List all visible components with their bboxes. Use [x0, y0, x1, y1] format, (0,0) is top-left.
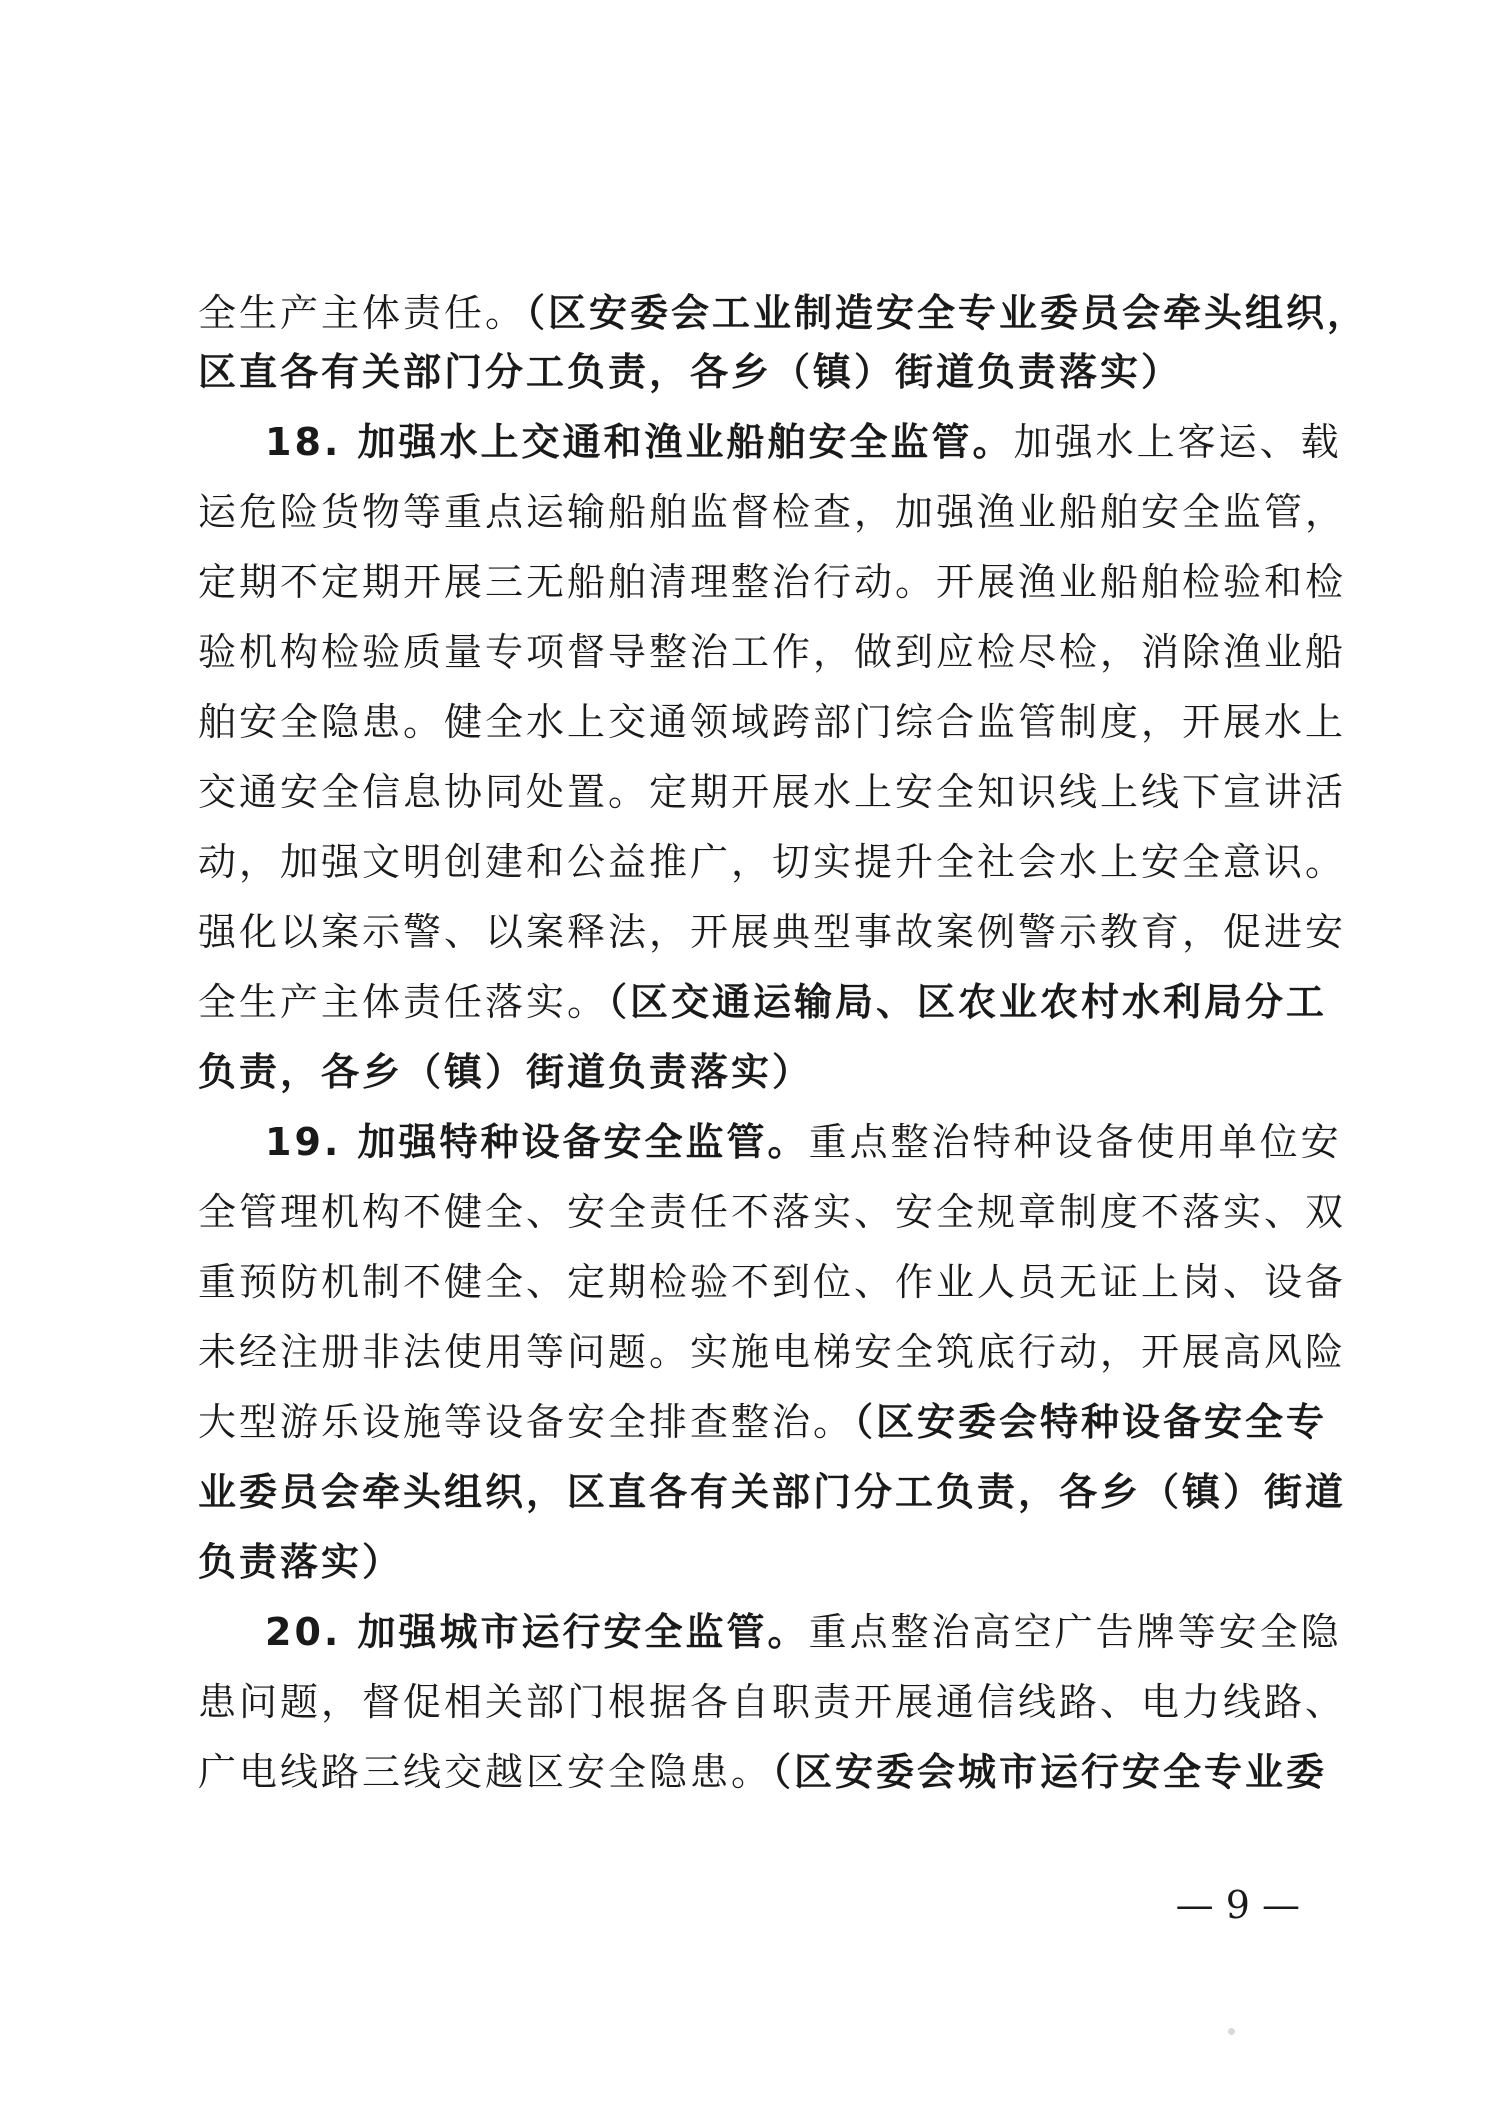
text-segment: 患问题，督促相关部门根据各自职责开展通信线路、电力线路、	[198, 1680, 1347, 1724]
text-segment: 广电线路三线交越区安全隐患。	[198, 1750, 773, 1794]
text-segment: 定期不定期开展三无船舶清理整治行动。开展渔业船舶检验和检	[198, 560, 1347, 604]
text-line	[198, 1037, 1298, 1107]
text-line	[198, 1667, 1347, 1737]
scan-speck	[1228, 2028, 1235, 2035]
text-line	[265, 407, 1342, 477]
text-segment: 交通安全信息协同处置。定期开展水上安全知识线上线下宣讲活	[198, 770, 1347, 814]
page-number: — 9 —	[1175, 1883, 1300, 1927]
text-line	[198, 1387, 1328, 1457]
text-line	[198, 1317, 1347, 1387]
text-line	[198, 967, 1328, 1037]
text-segment: 重点整治高空广告牌等安全隐	[808, 1610, 1342, 1654]
text-line	[198, 687, 1347, 757]
text-line	[198, 477, 1347, 547]
text-line	[198, 897, 1347, 967]
bold-text-segment: （区安委会城市运行安全专业委	[772, 1750, 1328, 1794]
text-segment: 动，加强文明创建和公益推广，切实提升全社会水上安全意识。	[198, 840, 1347, 884]
text-segment: 重预防机制不健全、定期检验不到位、作业人员无证上岗、设备	[198, 1260, 1347, 1304]
text-segment: 舶安全隐患。健全水上交通领域跨部门综合监管制度，开展水上	[198, 700, 1347, 744]
bold-text-segment: 19. 加强特种设备安全监管。	[265, 1120, 809, 1164]
bold-text-segment: （区交通运输局、区农业农村水利局分工	[608, 980, 1328, 1024]
bold-text-segment: 18. 加强水上交通和渔业船舶安全监管。	[265, 420, 1014, 464]
text-line	[198, 337, 1298, 407]
text-line	[198, 827, 1347, 897]
bold-text-segment: 20. 加强城市运行安全监管。	[265, 1610, 809, 1654]
text-line	[265, 1107, 1342, 1177]
text-segment: 加强水上客运、载	[1013, 420, 1342, 464]
bold-text-segment: （区安委会特种设备安全专	[854, 1400, 1328, 1444]
text-segment: 强化以案示警、以案释法，开展典型事故案例警示教育，促进安	[198, 910, 1347, 954]
bold-text-segment: 区直各有关部门分工负责，各乡（镇）街道负责落实）	[198, 350, 1183, 394]
bold-text-segment: 业委员会牵头组织，区直各有关部门分工负责，各乡（镇）街道	[198, 1470, 1347, 1514]
text-line	[198, 1247, 1347, 1317]
text-segment: 全生产主体责任落实。	[198, 980, 609, 1024]
bold-text-segment: 负责落实）	[198, 1540, 404, 1584]
text-line	[265, 1597, 1342, 1667]
text-segment: 全生产主体责任。	[198, 291, 527, 335]
text-segment: 未经注册非法使用等问题。实施电梯安全筑底行动，开展高风险	[198, 1330, 1347, 1374]
text-line	[198, 1737, 1328, 1807]
text-line	[198, 1177, 1347, 1247]
bold-text-segment: 负责，各乡（镇）街道负责落实）	[198, 1050, 814, 1094]
bold-text-segment: （区安委会工业制造安全专业委员会牵头组织，	[526, 291, 1369, 335]
text-segment: 重点整治特种设备使用单位安	[808, 1120, 1342, 1164]
text-line	[198, 1527, 1298, 1597]
text-line	[198, 547, 1347, 617]
text-segment: 大型游乐设施等设备安全排查整治。	[198, 1400, 855, 1444]
text-segment: 全管理机构不健全、安全责任不落实、安全规章制度不落实、双	[198, 1190, 1347, 1234]
text-line	[198, 1457, 1347, 1527]
text-line	[198, 617, 1347, 687]
text-segment: 运危险货物等重点运输船舶监督检查，加强渔业船舶安全监管，	[198, 490, 1347, 534]
text-line	[198, 757, 1347, 827]
text-segment: 验机构检验质量专项督导整治工作，做到应检尽检，消除渔业船	[198, 630, 1347, 674]
